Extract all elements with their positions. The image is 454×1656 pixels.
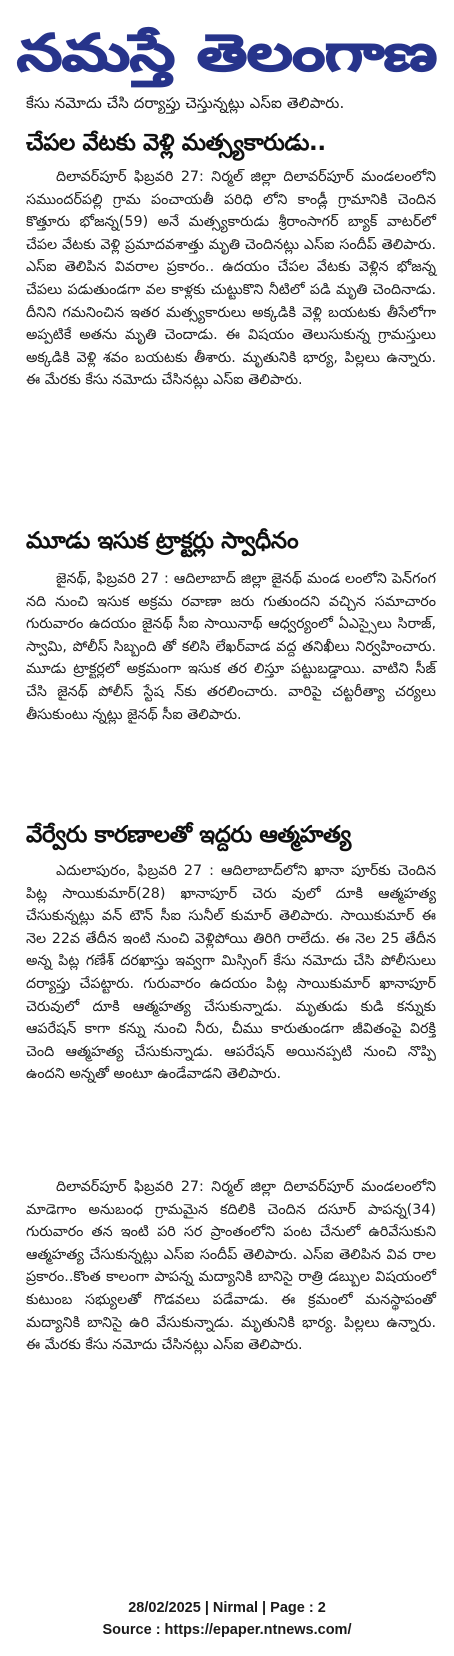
article-body-sand-tractors: జైనథ్, ఫిబ్రవరి 27 : ఆదిలాబాద్ జిల్లా జైనథ్ మండ లంలోని పెన్‌గంగ నది నుంచి ఇసుక అక్రమ రవాణా జరు గుతుందని వచ్చిన సమాచారం గురువారం ఉదయం జైనథ్ సీఐ సాయినాథ్ ఆధ్వర్యంలో ఏఎస్సైలు సిరాజ్, స్వామి, పోలీస్ సిబ్బంది తో కలిసి లేఖర్‌వాడ వద్ద తనిఖీలు నిర్వహించారు. మూడు ట్రాక్టర్లలో అక్రమంగా ఇసుక తర లిస్తూ పట్టుబడ్డాయి. వాటిని సీజ్ చేసి జైనథ్ పోలీస్ స్టేష న్‌కు తరలించారు. వారిపై చట్టరీత్యా చర్యలు తీసుకుంటు న్నట్లు జైనథ్ సీఐ తెలిపారు. [26, 571, 436, 723]
footer-source: Source : https://epaper.ntnews.com/ [102, 1622, 352, 1638]
article-body-fisherman: దిలావర్‌పూర్ ఫిబ్రవరి 27: నిర్మల్ జిల్లా దిలావర్‌పూర్ మండలంలోని సముందర్‌పల్లి గ్రామ పంచాయతీ పరిధి లోని కాండ్లీ గ్రామానికి చెందిన కొత్తూరు భోజన్న(59) అనే మత్స్యకారుడు శ్రీరాంసాగర్ బ్యాక్ వాటర్‌లో చేపల వేటకు వెళ్లి ప్రమాదవశాత్తు మృతి చెందినట్లు ఎస్ఐ సందీప్ తెలిపారు. ఎస్ఐ తెలిపిన వివరాల ప్రకారం.. ఉదయం చేపల వేటకు వెళ్లిన భోజన్న చేపలు పడుతుండగా వల కాళ్లకు చుట్టుకొని నీటిలో పడి మృతి చెందినాడు. దీనిని గమనించిన ఇతర మత్స్యకారులు అక్కడికి వెళ్లి బయటకు తీసేలోగా అప్పటికే అతను మృతి చెందాడు. ఈ విషయం తెలుసుకున్న గ్రామస్తులు అక్కడికి వెళ్లి శవం బయటకు తీశారు. మృతునికి భార్య, పిల్లలు ఉన్నారు. ఈ మేరకు కేసు నమోదు చేసినట్లు ఎస్ఐ తెలిపారు. [26, 169, 436, 389]
masthead-title: నమస్తే తెలంగాణ [17, 24, 345, 82]
headline-two-suicides: వేర్వేరు కారణాలతో ఇద్దరు ఆత్మహత్య [26, 822, 351, 848]
footer-dateline: 28/02/2025 | Nirmal | Page : 2 [128, 1600, 326, 1616]
article-body-suicide-1: ఎదులాపురం, ఫిబ్రవరి 27 : ఆదిలాబాద్‌లోని ఖానా పూర్‌కు చెందిన పిట్ల సాయికుమార్(28) ఖానాపూర్ చెరు వులో దూకి ఆత్మహత్య చేసుకున్నట్లు వన్ టౌన్ సీఐ సునీల్ కుమార్ తెలిపారు. సాయికుమార్ ఈ నెల 22వ తేదీన ఇంటి నుంచి వెళ్లిపోయి తిరిగి రాలేదు. ఈ నెల 25 తేదీన అన్న పిట్ల గణేశ్ దరఖాస్తు ఇవ్వగా మిస్సింగ్ కేసు నమోదు చేసి పోలీసులు దర్యాప్తు చేపట్టారు. గురువారం ఉదయం పిట్ల సాయికుమార్ ఖానాపూర్ చెరువులో దూకి ఆత్మహత్య చేసుకున్నాడు. మృతుడు కుడి కన్నుకు ఆపరేషన్ కాగా కన్ను నుంచి నీరు, చీము కారుతుండగా జీవితంపై విరక్తి చెంది ఆత్మహత్య చేసుకున్నాడు. ఆపరేషన్ అయినప్పటి నుంచి నొప్పి ఉందని అన్నతో అంటూ ఉండేవాడని తెలిపారు. [26, 863, 436, 1083]
masthead-wordmark [10, 4, 444, 92]
headline-fisherman: చేపల వేటకు వెళ్లి మత్స్యకారుడు.. [26, 130, 326, 156]
masthead-logo [10, 4, 444, 92]
headline-sand-tractors: మూడు ఇసుక ట్రాక్టర్లు స్వాధీనం [26, 528, 299, 554]
lead-text: కేసు నమోదు చేసి దర్యాప్తు చెస్తున్నట్లు ఎస్ఐ తెలిపారు. [26, 94, 345, 112]
article-body-suicide-2: దిలావర్‌పూర్ ఫిబ్రవరి 27: నిర్మల్ జిల్లా దిలావర్‌పూర్ మండలంలోని మాడెగాం అనుబంధ గ్రామమైన కదిలికి చెందిన దసూర్ పాపన్న(34) గురువారం తన ఇంటి పరి సర ప్రాంతంలోని పంట చేనులో ఉరివేసుకుని ఆత్మహత్య చేసుకున్నట్లు ఎస్ఐ సందీప్ తెలిపారు. ఎస్ఐ తెలిపిన వివ రాల ప్రకారం..కొంత కాలంగా పాపన్న మద్యానికి బానిసై రాత్రి డబ్బుల విషయంలో కుటుంబ సభ్యులతో గొడవలు పడేవాడు. ఈ క్రమంలో మనస్థాపంతో మద్యానికి బానిసై ఉరి వేసుకున్నాడు. మృతునికి భార్య. పిల్లలు ఉన్నారు. ఈ మేరకు కేసు నమోదు చేసినట్లు ఎస్ఐ తెలిపారు. [26, 1179, 436, 1354]
